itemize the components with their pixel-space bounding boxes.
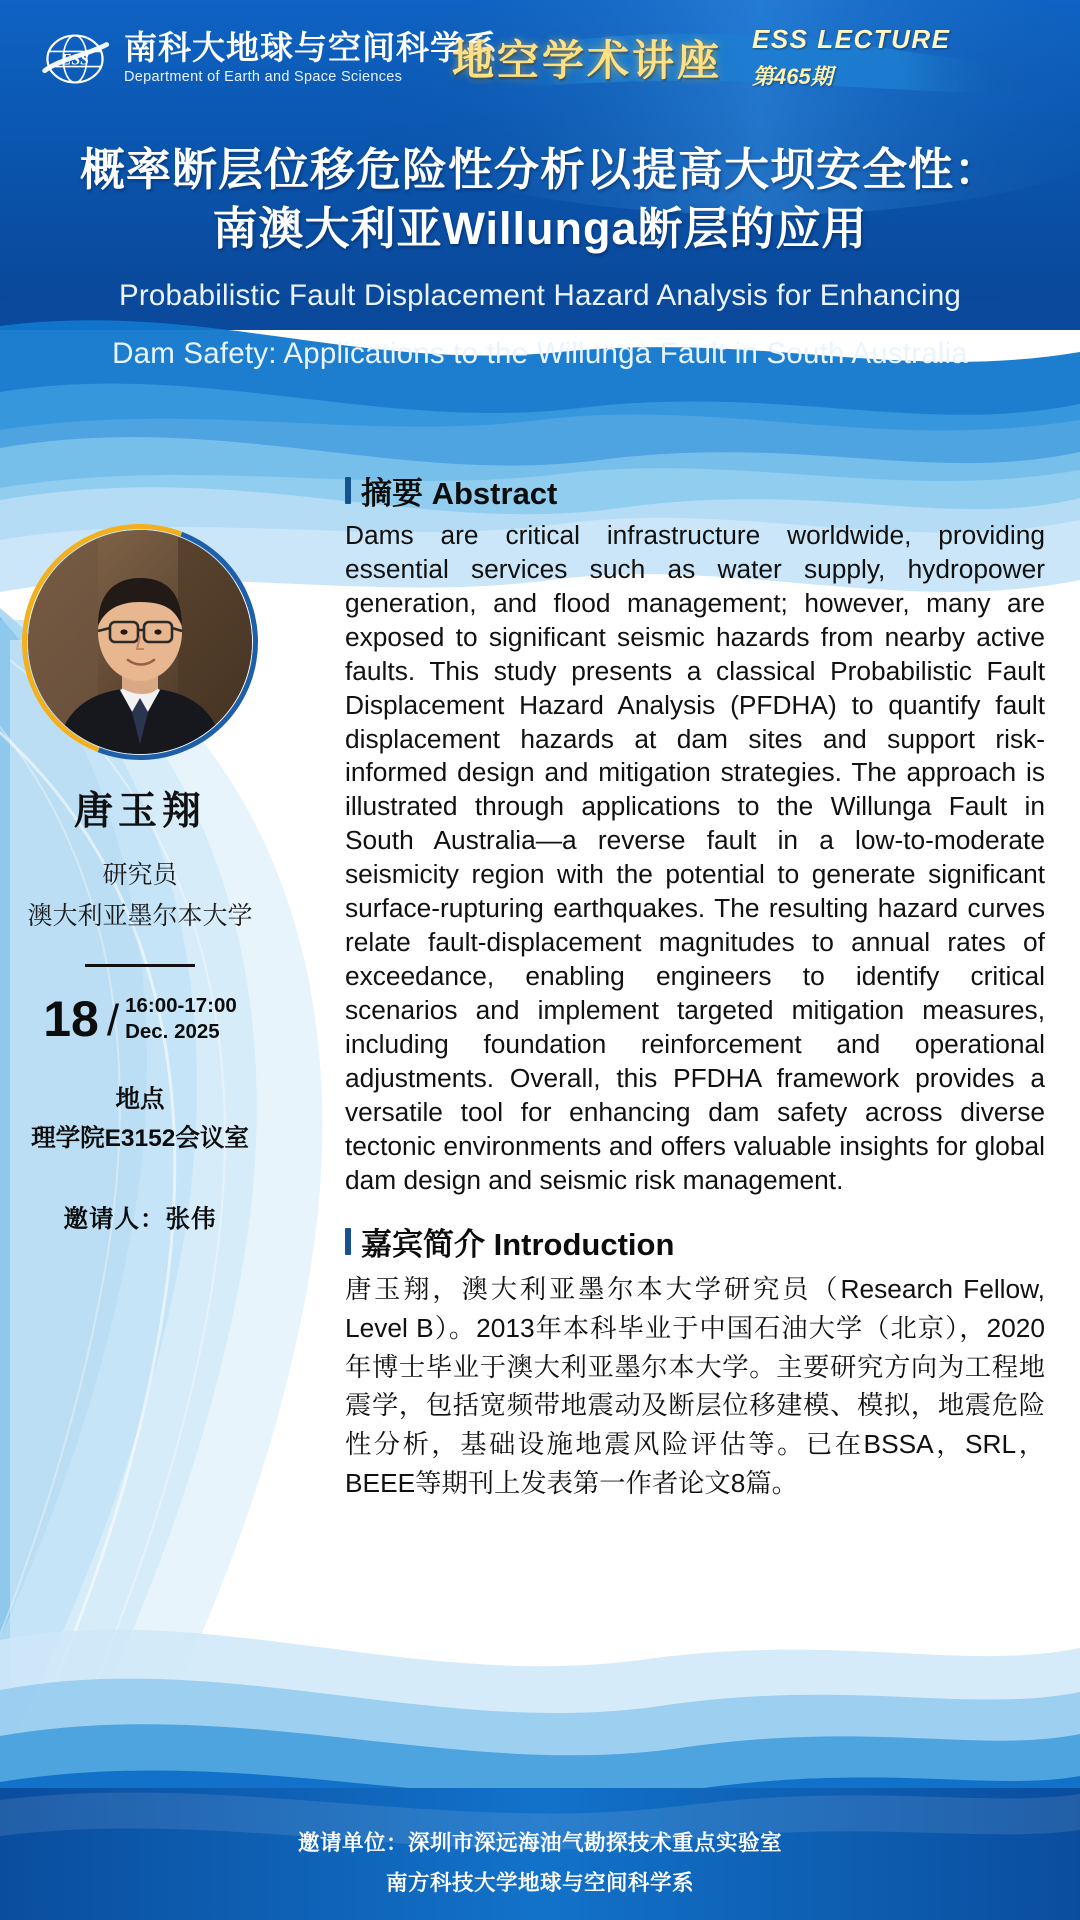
avatar [28, 530, 252, 754]
poster-title-block [0, 140, 1080, 375]
speaker-name: 唐玉翔 [73, 790, 206, 833]
section-bar-icon [345, 1228, 351, 1255]
title-cn-line2: 南澳大利亚Willunga断层的应用 [212, 203, 868, 255]
introduction-heading [345, 1219, 1045, 1264]
event-time: 16:00-17:00 [125, 993, 237, 1017]
title-cn-line1: 概率断层位移危险性分析以提高大坝安全性： [79, 144, 1000, 195]
divider [85, 964, 195, 967]
speaker-portrait-wrap [28, 530, 252, 754]
event-date [0, 993, 280, 1046]
lecture-series-banner [452, 22, 1060, 100]
event-host: 邀请人：张伟 [63, 1206, 217, 1234]
footer-organizer: 邀请单位：深圳市深远海油气勘探技术重点实验室 [297, 1831, 782, 1855]
event-month-year: Dec. 2025 [125, 1020, 220, 1044]
abstract-heading-text: 摘要 Abstract [361, 476, 558, 511]
svg-text:ESS: ESS [60, 51, 90, 69]
content-panel [345, 468, 1045, 1502]
venue-label: 地点 [115, 1085, 165, 1113]
lecture-series-title-cn: 地空学术讲座 [452, 37, 723, 84]
footer-department: 南方科技大学地球与空间科学系 [385, 1871, 694, 1895]
date-slash-separator: / [106, 996, 120, 1046]
abstract-heading [345, 468, 1045, 513]
venue-value: 理学院E3152会议室 [31, 1124, 249, 1152]
department-name-cn: 南科大地球与空间科学系 [124, 29, 498, 67]
abstract-body: Dams are critical infrastructure worldwide, providing essential services such as water supply, hydropower generation, and flood management; however, many are exposed to significant seismic hazards from nearby active faults. This study presents a classical Probabilistic Fault Displacement Hazard Analysis (PFDHA) to quantify fault displacement hazards at dam sites and support risk-informed design and mitigation strategies. The approach is illustrated through applications to the Willunga Fault in South Australia—a reverse fault in a low-to-moderate seismicity region with the potential to generate significant surface-rupturing earthquakes. The resulting hazard curves relate fault-displacement magnitudes to annual rates of exceedance, enabling engineers to identify critical scenarios and implement targeted mitigation measures, including foundation reinforcement and operational adjustments. Overall, this PFDHA framework provides a versatile tool for enhancing dam safety across diverse tectonic environments and offers valuable insights for global dam design and seismic risk management. [345, 520, 1045, 1195]
speaker-position: 研究员 [102, 861, 178, 889]
introduction-heading-text: 嘉宾简介 Introduction [361, 1227, 675, 1263]
speaker-panel [0, 530, 280, 1235]
event-venue [0, 1080, 280, 1158]
lecture-number: 第465期 [752, 64, 833, 89]
event-day: 18 [43, 991, 99, 1048]
poster-header [0, 0, 1080, 395]
title-en-line2: Dam Safety: Applications to the Willunga Fault in South Australia [112, 336, 968, 370]
title-en-line1: Probabilistic Fault Displacement Hazard Analysis for Enhancing [118, 278, 962, 312]
event-time-block [125, 993, 237, 1046]
department-name-block [124, 31, 498, 86]
speaker-affiliation: 澳大利亚墨尔本大学 [27, 901, 253, 930]
lecture-series-title-en: ESS LECTURE [752, 24, 951, 54]
section-bar-icon [345, 477, 351, 504]
speaker-photo [28, 530, 252, 754]
poster-footer [0, 1788, 1080, 1920]
department-name-en: Department of Earth and Space Sciences [124, 69, 403, 86]
introduction-body: 唐玉翔，澳大利亚墨尔本大学研究员（Research Fellow, Level B）。2013年本科毕业于中国石油大学（北京），2020年博士毕业于澳大利亚墨尔本大学。主要研究方向为工程地震学，包括宽频带地震动及断层位移建模、模拟，地震危险性分析，基础设施地震风险评估等。已在BSSA，SRL，BEEE等期刊上发表第一作者论文8篇。 [345, 1274, 1045, 1498]
ess-globe-logo-icon [40, 28, 110, 90]
department-logo-row [40, 28, 498, 90]
